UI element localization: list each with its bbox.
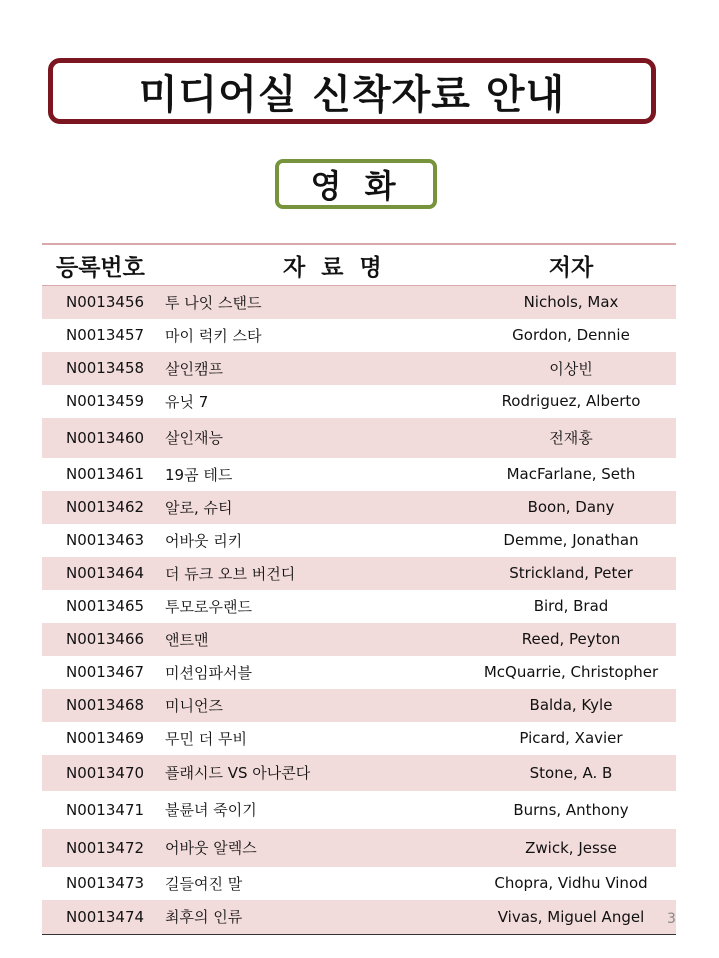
author-cell: Burns, Anthony xyxy=(513,800,629,819)
registration-number-cell: N0013465 xyxy=(66,597,145,615)
author-cell: Gordon, Dennie xyxy=(512,326,630,344)
registration-number-cell: N0013472 xyxy=(42,829,165,867)
table-row xyxy=(42,656,676,689)
table-row xyxy=(42,524,676,557)
table-body xyxy=(42,286,676,935)
registration-number-cell: N0013458 xyxy=(42,352,165,385)
material-title-cell: 살인캠프 xyxy=(165,352,466,385)
table-row xyxy=(42,418,676,458)
registration-number-cell: N0013471 xyxy=(66,800,145,819)
page-title: 미디어실 신착자료 안내 xyxy=(138,71,566,118)
registration-number-cell: N0013463 xyxy=(66,531,145,549)
table-header-row xyxy=(42,244,676,286)
material-title-cell: 길들여진 말 xyxy=(165,874,243,893)
author-cell: Reed, Peyton xyxy=(466,623,676,656)
material-title-cell: 앤트맨 xyxy=(165,623,466,656)
material-title-cell: 플래시드 VS 아나콘다 xyxy=(165,755,466,791)
author-cell: Vivas, Miguel Angel xyxy=(466,900,676,935)
material-title-cell: 어바웃 리키 xyxy=(165,531,243,550)
table-row xyxy=(42,900,676,935)
title-box xyxy=(48,58,656,124)
material-title-cell: 유닛 7 xyxy=(165,392,209,411)
registration-number-cell: N0013474 xyxy=(42,900,165,935)
registration-number-cell: N0013466 xyxy=(42,623,165,656)
registration-number-cell: N0013456 xyxy=(42,286,165,319)
material-title-cell: 알로, 슈티 xyxy=(165,491,466,524)
author-cell: Strickland, Peter xyxy=(466,557,676,590)
material-title-cell: 미션임파서블 xyxy=(165,663,252,682)
table-row xyxy=(42,590,676,623)
material-title-cell: 마이 럭키 스타 xyxy=(165,326,262,345)
header-material-title: 자 료 명 xyxy=(165,244,466,286)
table-row xyxy=(42,557,676,590)
material-title-cell: 살인재능 xyxy=(165,418,466,458)
category-box xyxy=(275,159,437,209)
registration-number-cell: N0013464 xyxy=(42,557,165,590)
author-cell: Stone, A. B xyxy=(466,755,676,791)
registration-number-cell: N0013461 xyxy=(66,465,145,483)
material-title-cell: 미니언즈 xyxy=(165,689,466,722)
material-title-cell: 투 나잇 스탠드 xyxy=(165,286,466,319)
category-label: 영 화 xyxy=(310,167,402,205)
material-title-cell: 더 듀크 오브 버건디 xyxy=(165,557,466,590)
author-cell: McQuarrie, Christopher xyxy=(483,663,659,681)
table-row xyxy=(42,623,676,656)
table-row xyxy=(42,286,676,319)
new-materials-table xyxy=(42,243,676,935)
registration-number-cell: N0013462 xyxy=(42,491,165,524)
table-row xyxy=(42,319,676,352)
author-cell: Balda, Kyle xyxy=(466,689,676,722)
author-cell: 전재홍 xyxy=(466,418,676,458)
header-author: 저자 xyxy=(466,244,676,286)
registration-number-cell: N0013469 xyxy=(66,729,145,747)
material-title-cell: 19곰 테드 xyxy=(165,465,233,484)
author-cell: MacFarlane, Seth xyxy=(506,465,636,483)
material-title-cell: 어바웃 알렉스 xyxy=(165,829,466,867)
table-row xyxy=(42,722,676,755)
author-cell: Nichols, Max xyxy=(466,286,676,319)
material-title-cell: 불륜녀 죽이기 xyxy=(165,801,257,819)
table-row xyxy=(42,352,676,385)
registration-number-cell: N0013459 xyxy=(66,392,145,410)
registration-number-cell: N0013460 xyxy=(42,418,165,458)
author-cell: Chopra, Vidhu Vinod xyxy=(494,874,648,892)
registration-number-cell: N0013467 xyxy=(66,663,145,681)
registration-number-cell: N0013470 xyxy=(42,755,165,791)
table-row xyxy=(42,755,676,791)
table-row xyxy=(42,491,676,524)
registration-number-cell: N0013473 xyxy=(66,874,145,892)
table-row xyxy=(42,791,676,829)
registration-number-cell: N0013457 xyxy=(66,326,145,344)
table-row xyxy=(42,867,676,900)
table-row xyxy=(42,385,676,418)
author-cell: Boon, Dany xyxy=(466,491,676,524)
page-number: 3 xyxy=(667,911,676,927)
header-registration-number: 등록번호 xyxy=(42,244,165,286)
material-title-cell: 무민 더 무비 xyxy=(165,729,247,748)
author-cell: Rodriguez, Alberto xyxy=(501,392,641,410)
material-title-cell: 최후의 인류 xyxy=(165,900,466,935)
material-title-cell: 투모로우랜드 xyxy=(165,597,252,616)
author-cell: Bird, Brad xyxy=(533,597,609,615)
table-row xyxy=(42,829,676,867)
table-row xyxy=(42,689,676,722)
table-row xyxy=(42,458,676,491)
author-cell: Zwick, Jesse xyxy=(466,829,676,867)
author-cell: Picard, Xavier xyxy=(519,729,623,747)
author-cell: Demme, Jonathan xyxy=(503,531,639,549)
author-cell: 이상빈 xyxy=(466,352,676,385)
registration-number-cell: N0013468 xyxy=(42,689,165,722)
